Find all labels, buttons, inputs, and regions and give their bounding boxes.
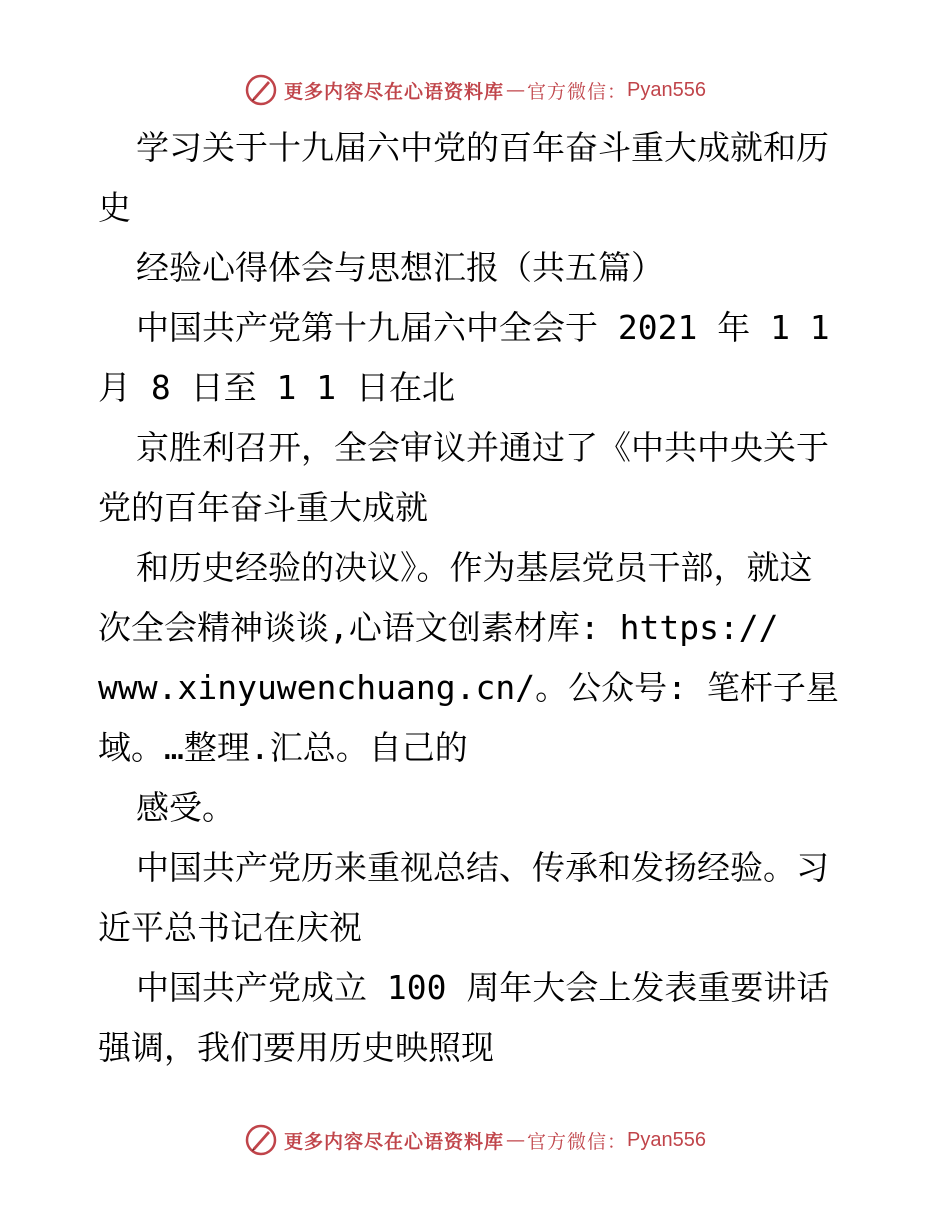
text-line: 京胜利召开，全会审议并通过了《中共中央关于 bbox=[136, 428, 829, 467]
text-line: www.xinyuwenchuang.cn/。公众号: 笔杆子星 bbox=[98, 668, 839, 707]
document-body bbox=[98, 118, 888, 1078]
text-line: 域。…整理.汇总。自己的 bbox=[98, 728, 468, 767]
header-banner bbox=[0, 70, 950, 110]
banner-wechat-id: Pyan556 bbox=[627, 78, 706, 101]
text-line: 月 8 日至 1 1 日在北 bbox=[98, 368, 455, 407]
footer-banner bbox=[0, 1120, 950, 1160]
banner-separator: — bbox=[506, 79, 526, 101]
banner-main-text: 更多内容尽在心语资料库 bbox=[284, 1130, 505, 1153]
quill-seal-icon bbox=[244, 1123, 278, 1157]
banner-wechat-id: Pyan556 bbox=[627, 1128, 706, 1151]
text-line: 中国共产党历来重视总结、传承和发扬经验。习 bbox=[136, 848, 829, 887]
text-line: 中国共产党第十九届六中全会于 2021 年 1 1 bbox=[136, 308, 830, 347]
text-line: 中国共产党成立 100 周年大会上发表重要讲话 bbox=[136, 968, 830, 1007]
text-line: 党的百年奋斗重大成就 bbox=[98, 488, 428, 527]
text-line: 感受。 bbox=[136, 788, 235, 827]
banner-main-text: 更多内容尽在心语资料库 bbox=[284, 80, 505, 103]
text-line: 和历史经验的决议》。作为基层党员干部，就这 bbox=[136, 548, 813, 587]
text-line: 强调，我们要用历史映照现 bbox=[98, 1028, 494, 1067]
quill-seal-icon bbox=[244, 73, 278, 107]
text-line: 学习关于十九届六中党的百年奋斗重大成就和历 bbox=[136, 128, 829, 167]
text-line: 经验心得体会与思想汇报（共五篇） bbox=[136, 248, 664, 287]
banner-sub-text: 官方微信： bbox=[527, 80, 628, 103]
text-line: 近平总书记在庆祝 bbox=[98, 908, 362, 947]
text-line: 史 bbox=[98, 188, 131, 227]
text-line: 次全会精神谈谈,心语文创素材库: https:// bbox=[98, 608, 779, 647]
banner-sub-text: 官方微信： bbox=[527, 1130, 628, 1153]
banner-separator: — bbox=[506, 1129, 526, 1151]
